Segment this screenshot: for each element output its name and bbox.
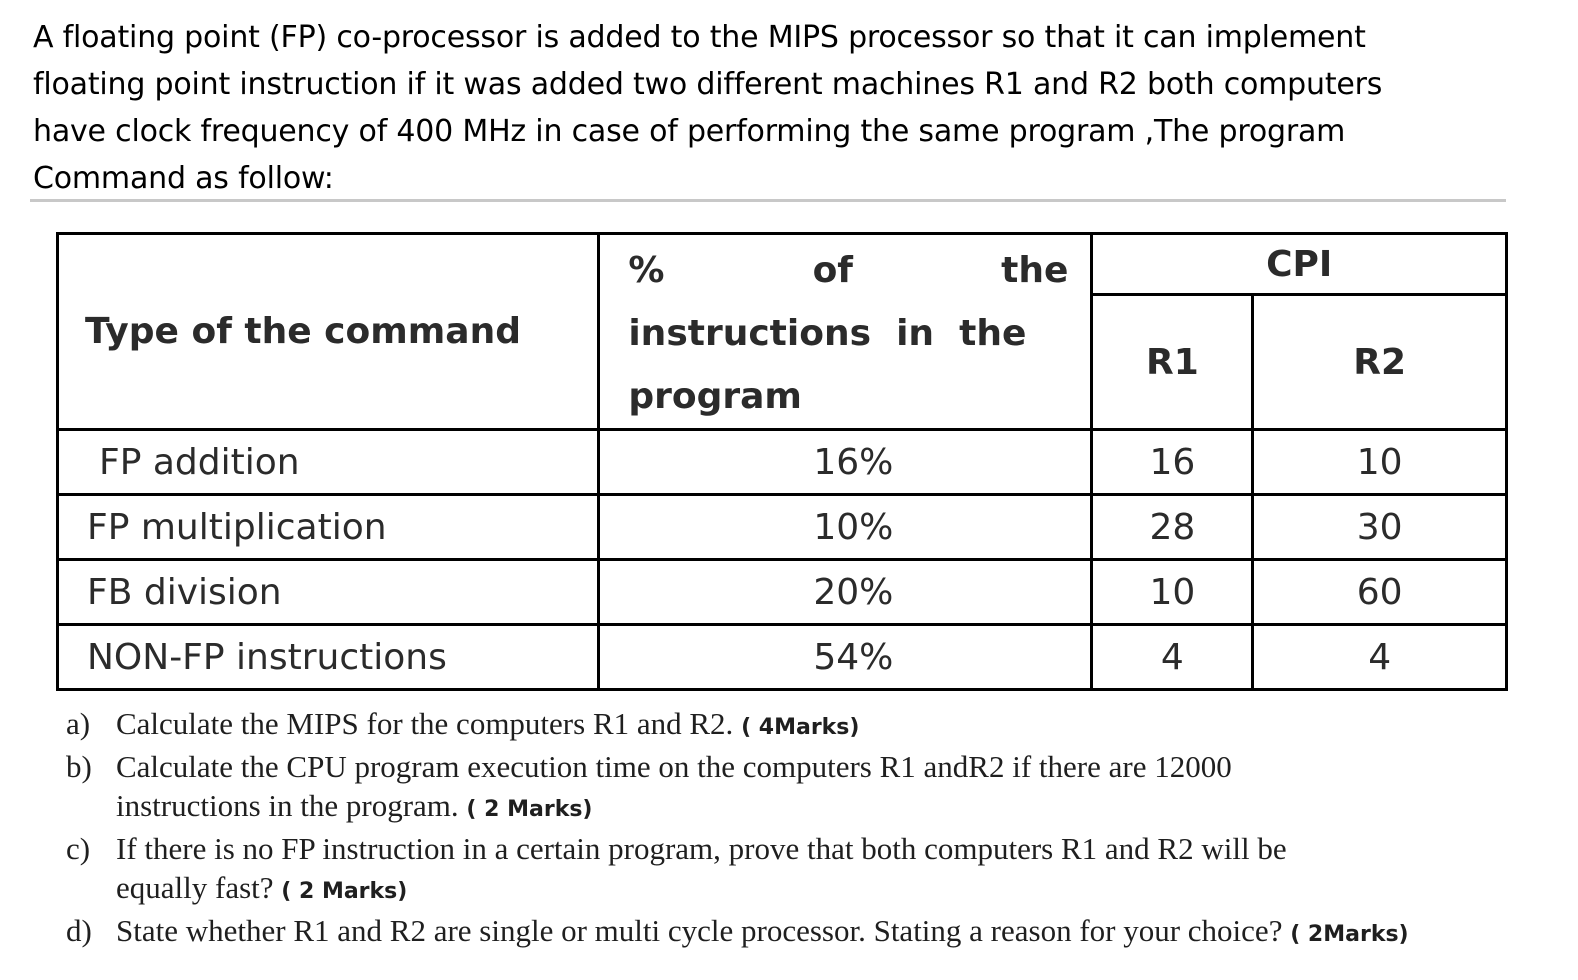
question-text: State whether R1 and R2 are single or multi cycle processor. Stating a reason for your choice?: [116, 913, 1283, 948]
question-c: [66, 829, 1566, 911]
question-marks: ( 2 Marks): [281, 879, 408, 904]
row-type: FP addition: [58, 430, 599, 495]
row-type: NON-FP instructions: [58, 625, 599, 690]
question-text: Calculate the CPU program execution time on the computers R1 andR2 if there are 12000: [116, 749, 1232, 784]
row-percentage: 16%: [599, 430, 1092, 495]
header-pct-word: of: [812, 250, 853, 291]
question-a: [66, 704, 1566, 747]
intro-line: Command as follow:: [33, 161, 334, 196]
question-text: instructions in the program.: [116, 788, 459, 823]
header-pct-line: program: [628, 376, 802, 417]
command-table: [56, 232, 1508, 691]
header-type: Type of the command: [58, 234, 599, 430]
question-b: [66, 747, 1566, 829]
row-percentage: 10%: [599, 495, 1092, 560]
question-text: Calculate the MIPS for the computers R1 and R2.: [116, 706, 734, 741]
question-marks: ( 4Marks): [741, 715, 860, 740]
row-cpi-r1: 28: [1092, 495, 1253, 560]
row-type: FP multiplication: [58, 495, 599, 560]
row-cpi-r2: 10: [1253, 430, 1507, 495]
header-cpi: CPI: [1092, 234, 1507, 295]
question-marks: ( 2 Marks): [466, 797, 593, 822]
row-percentage: 54%: [599, 625, 1092, 690]
question-d: [66, 911, 1566, 954]
row-cpi-r2: 4: [1253, 625, 1507, 690]
intro-line: A floating point (FP) co-processor is added to the MIPS processor so that it can implement: [33, 20, 1366, 55]
header-pct-line: instructions in the: [628, 313, 1027, 354]
row-type: FB division: [58, 560, 599, 625]
header-r2: R2: [1253, 295, 1507, 430]
question-letter: c): [66, 831, 91, 866]
question-list: [66, 704, 1566, 954]
intro-line: have clock frequency of 400 MHz in case of performing the same program ,The program: [33, 114, 1346, 149]
header-pct-word: %: [628, 250, 665, 291]
question-marks: ( 2Marks): [1290, 922, 1409, 947]
intro-line: floating point instruction if it was added two different machines R1 and R2 both computers: [33, 67, 1383, 102]
table-row: [58, 430, 1507, 495]
header-pct-word: the: [1001, 250, 1069, 291]
question-letter: a): [66, 706, 91, 741]
question-letter: d): [66, 913, 92, 948]
header-percentage: [599, 234, 1092, 430]
row-percentage: 20%: [599, 560, 1092, 625]
row-cpi-r1: 16: [1092, 430, 1253, 495]
row-cpi-r1: 4: [1092, 625, 1253, 690]
table-row: [58, 560, 1507, 625]
table-row: [58, 495, 1507, 560]
row-cpi-r2: 60: [1253, 560, 1507, 625]
question-letter: b): [66, 749, 92, 784]
question-text: If there is no FP instruction in a certain program, prove that both computers R1 and R2 will be: [116, 831, 1287, 866]
problem-intro: [33, 14, 1553, 202]
divider-line: [30, 199, 1506, 202]
row-cpi-r2: 30: [1253, 495, 1507, 560]
header-r1: R1: [1092, 295, 1253, 430]
table-row: [58, 625, 1507, 690]
question-text: equally fast?: [116, 870, 274, 905]
row-cpi-r1: 10: [1092, 560, 1253, 625]
